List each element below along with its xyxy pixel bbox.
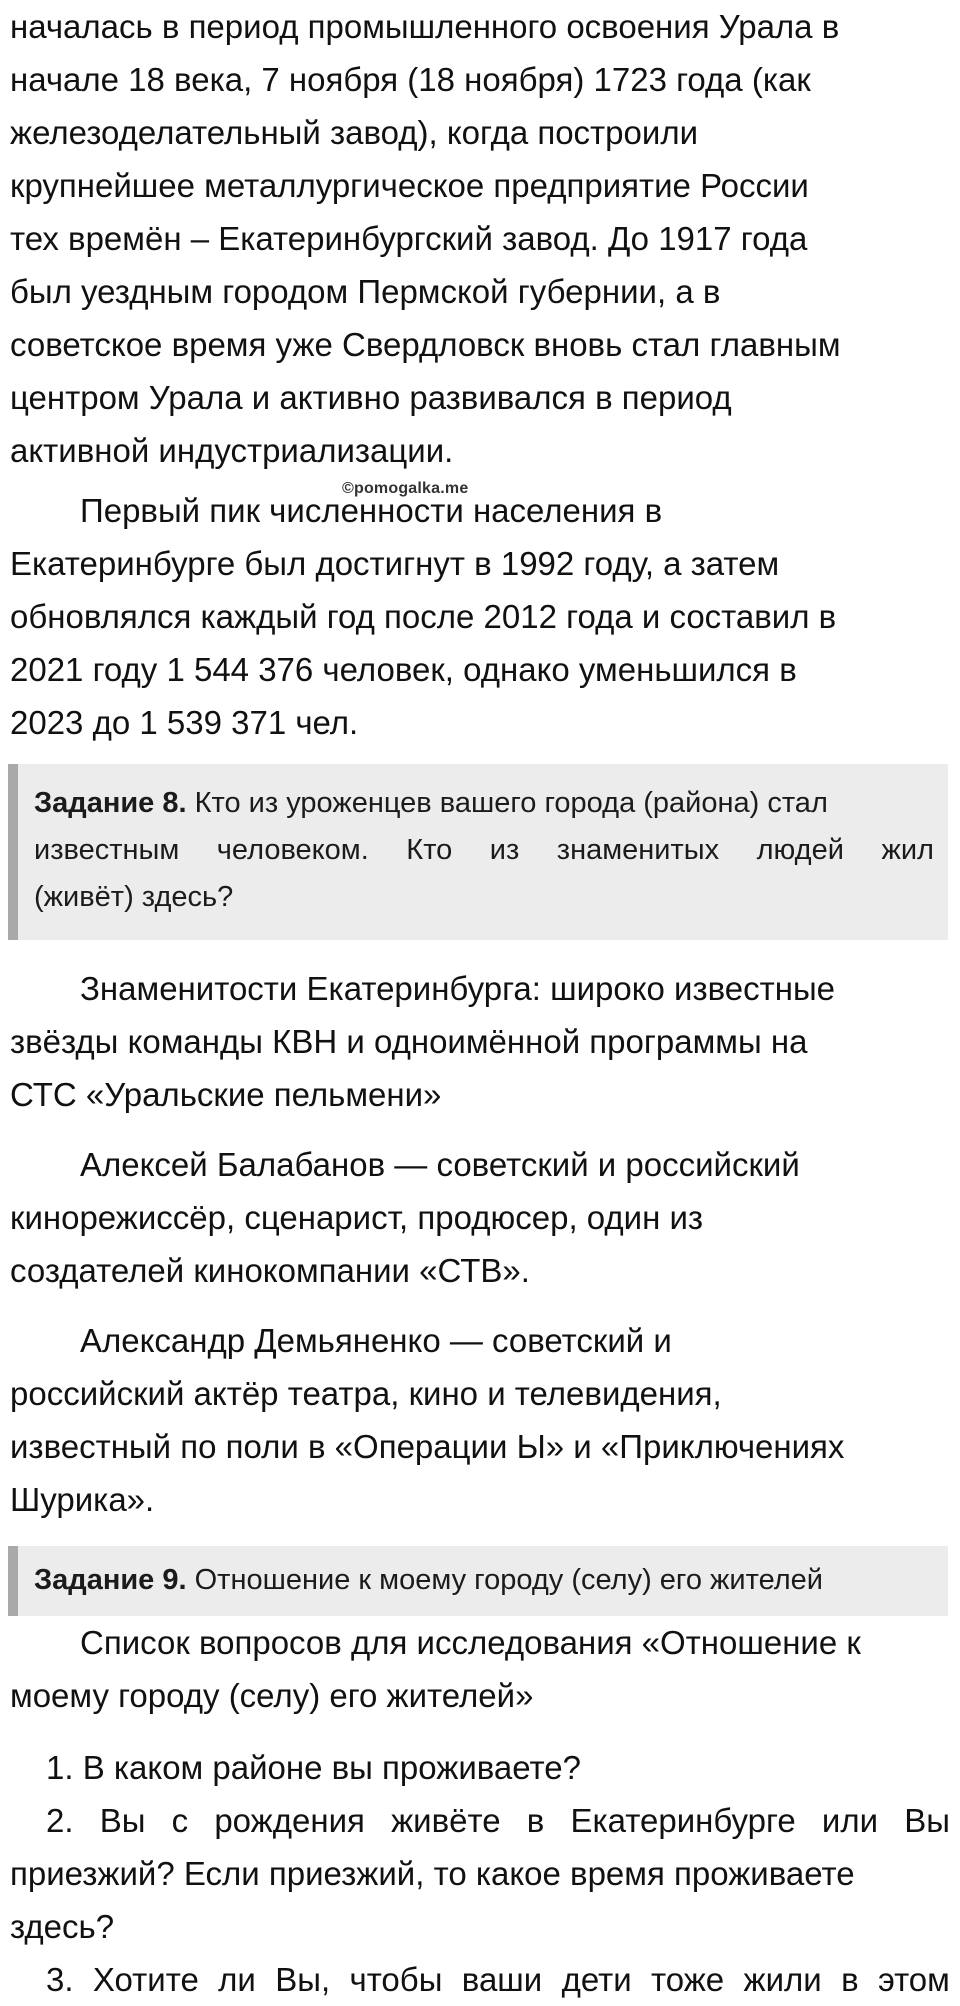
text-line: начале 18 века, 7 ноября (18 ноября) 1723 года (как	[10, 61, 811, 98]
task-8-label: Задание 8.	[34, 787, 187, 819]
list-item: 1. В каком районе вы проживаете?	[46, 1749, 581, 1786]
word: Вы	[904, 1802, 950, 1839]
word: Вы,	[275, 1961, 331, 1998]
text-line: известный по поли в «Операции Ы» и «Приключениях	[10, 1428, 845, 1465]
word: жили	[743, 1961, 822, 1998]
word: известным	[34, 834, 180, 866]
list-item	[10, 1953, 950, 2006]
text-line: российский актёр театра, кино и телевидения,	[10, 1375, 722, 1412]
word: знаменитых	[556, 834, 720, 866]
word: или	[821, 1802, 879, 1839]
word: живёте	[391, 1802, 501, 1839]
text-line: Екатеринбурге был достигнут в 1992 году, а затем	[10, 545, 780, 582]
word: с	[171, 1802, 189, 1839]
word: ваши	[461, 1961, 543, 1998]
watermark: ©pomogalka.me	[342, 480, 469, 497]
word: из	[489, 834, 520, 866]
task-9-box	[8, 1546, 948, 1616]
text-line: 2021 году 1 544 376 человек, однако уменьшился в	[10, 651, 797, 688]
task-8-text	[34, 780, 934, 921]
demyanenko-paragraph	[10, 1314, 950, 1526]
text-line: активной индустриализации.	[10, 432, 454, 469]
word: чтобы	[349, 1961, 443, 1998]
word: Кто	[406, 834, 453, 866]
text-line: обновлялся каждый год после 2012 года и составил в	[10, 598, 837, 635]
word: Вы	[99, 1802, 146, 1839]
text-line: Александр Демьяненко — советский и	[80, 1322, 672, 1359]
word: дети	[561, 1961, 632, 1998]
list-item-continuation: приезжий? Если приезжий, то какое время проживаете	[10, 1855, 855, 1892]
word: Екатеринбурге	[570, 1802, 796, 1839]
task-9-text	[34, 1557, 944, 1604]
word: в	[526, 1802, 545, 1839]
text-line: Первый пик численности населения в	[80, 492, 663, 529]
text-line: 2023 до 1 539 371 чел.	[10, 704, 359, 741]
word: 2.	[46, 1802, 74, 1839]
list-item	[10, 1794, 950, 1847]
word: этом	[877, 1961, 950, 1998]
question-list	[10, 1741, 950, 2006]
text-line: Список вопросов для исследования «Отношение к	[80, 1624, 861, 1661]
word: Хотите	[92, 1961, 199, 1998]
word: в	[841, 1961, 859, 1998]
text-line: тех времён – Екатеринбургский завод. До 1917 года	[10, 220, 808, 257]
text-line: СТС «Уральские пельмени»	[10, 1076, 442, 1113]
word: человеком.	[216, 834, 369, 866]
text-line: звёзды команды КВН и одноимённой программы на	[10, 1023, 808, 1060]
task-8-line: (живёт) здесь?	[34, 881, 234, 913]
text-line: кинорежиссёр, сценарист, продюсер, один из	[10, 1199, 704, 1236]
population-paragraph	[10, 484, 950, 749]
word: 3.	[46, 1961, 74, 1998]
task-8-question: Кто из уроженцев вашего города (района) стал	[186, 787, 828, 819]
text-line: моему городу (селу) его жителей»	[10, 1677, 534, 1714]
task-9-label: Задание 9.	[34, 1564, 187, 1596]
word: людей	[756, 834, 844, 866]
word: жил	[881, 834, 934, 866]
text-line: был уездным городом Пермской губернии, а в	[10, 273, 721, 310]
word: рождения	[214, 1802, 365, 1839]
text-line: центром Урала и активно развивался в период	[10, 379, 732, 416]
text-line: Знаменитости Екатеринбурга: широко известные	[80, 970, 836, 1007]
text-line: началась в период промышленного освоения Урала в	[10, 8, 840, 45]
text-line: Алексей Балабанов — советский и российский	[80, 1146, 800, 1183]
balabanov-paragraph	[10, 1138, 950, 1297]
text-line: крупнейшее металлургическое предприятие России	[10, 167, 809, 204]
text-line: советское время уже Свердловск вновь стал главным	[10, 326, 841, 363]
word: тоже	[650, 1961, 725, 1998]
history-paragraph	[10, 0, 950, 477]
list-item-continuation: здесь?	[10, 1908, 115, 1945]
celebrities-paragraph	[10, 962, 950, 1121]
task-8-line	[34, 827, 934, 874]
survey-intro-paragraph	[10, 1616, 950, 1722]
task-8-line	[34, 780, 934, 827]
word: ли	[218, 1961, 256, 1998]
text-line: Шурика».	[10, 1481, 155, 1518]
text-line: создателей кинокомпании «СТВ».	[10, 1252, 530, 1289]
text-line: железоделательный завод), когда построили	[10, 114, 699, 151]
task-8-box	[8, 764, 948, 940]
task-9-question: Отношение к моему городу (селу) его жителей	[186, 1564, 824, 1596]
